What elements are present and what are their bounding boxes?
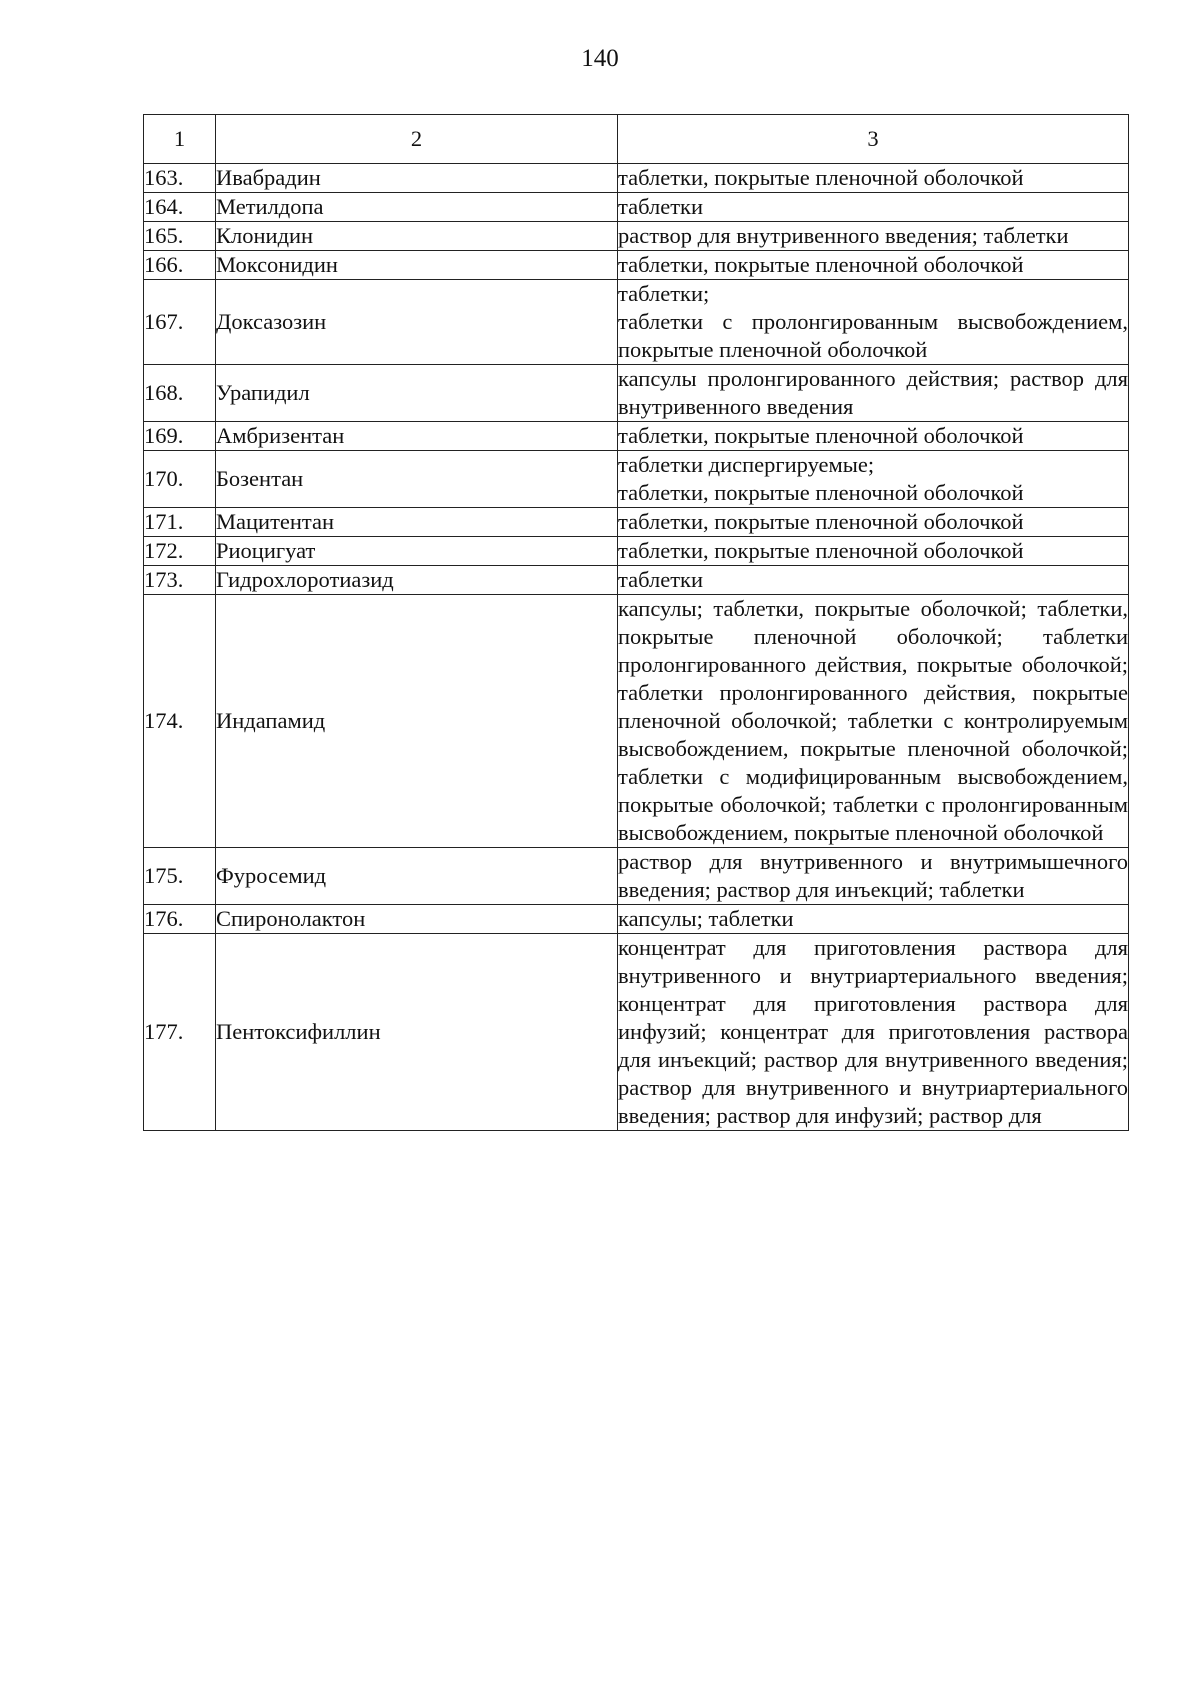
table-row — [144, 164, 1129, 193]
row-number: 174. — [144, 595, 216, 848]
row-number: 163. — [144, 164, 216, 193]
table-row — [144, 508, 1129, 537]
drug-name: Доксазозин — [216, 280, 618, 365]
dosage-form: таблетки, покрытые пленочной оболочкой — [618, 164, 1129, 193]
table-row — [144, 193, 1129, 222]
dosage-form: таблетки, покрытые пленочной оболочкой — [618, 537, 1129, 566]
dosage-form: таблетки, покрытые пленочной оболочкой — [618, 422, 1129, 451]
row-number: 166. — [144, 251, 216, 280]
table-row — [144, 451, 1129, 508]
row-number: 168. — [144, 365, 216, 422]
row-number: 177. — [144, 934, 216, 1131]
drug-name: Индапамид — [216, 595, 618, 848]
table-row — [144, 566, 1129, 595]
table-row — [144, 905, 1129, 934]
dosage-form: капсулы; таблетки — [618, 905, 1129, 934]
drug-name: Риоцигуат — [216, 537, 618, 566]
table-header-row — [144, 115, 1129, 164]
dosage-form: концентрат для приготовления раствора для внутривенного и внутриартериального введения; концентрат для приготовления раствора для инфузий; концентрат для приготовления раствора для инъекций; раствор для внутривенного введения; раствор для внутривенного и внутриартериального введения; раствор для инфузий; раствор для — [618, 934, 1129, 1131]
column-header-form: 3 — [618, 115, 1129, 164]
row-number: 175. — [144, 848, 216, 905]
row-number: 176. — [144, 905, 216, 934]
table-row — [144, 280, 1129, 365]
dosage-form: таблетки диспергируемые; таблетки, покрытые пленочной оболочкой — [618, 451, 1129, 508]
table-row — [144, 251, 1129, 280]
table-row — [144, 365, 1129, 422]
row-number: 172. — [144, 537, 216, 566]
drug-table — [143, 114, 1129, 1131]
row-number: 164. — [144, 193, 216, 222]
row-number: 165. — [144, 222, 216, 251]
table-row — [144, 537, 1129, 566]
table-row — [144, 222, 1129, 251]
drug-name: Фуросемид — [216, 848, 618, 905]
row-number: 170. — [144, 451, 216, 508]
dosage-form: капсулы; таблетки, покрытые оболочкой; таблетки, покрытые пленочной оболочкой; таблетки пролонгированного действия, покрытые оболочкой; таблетки пролонгированного действия, покрытые пленочной оболочкой; таблетки с контролируемым высвобождением, покрытые пленочной оболочкой; таблетки с модифицированным высвобождением, покрытые оболочкой; таблетки с пролонгированным высвобождением, покрытые пленочной оболочкой — [618, 595, 1129, 848]
dosage-form: таблетки; таблетки с пролонгированным высвобождением, покрытые пленочной оболочкой — [618, 280, 1129, 365]
row-number: 171. — [144, 508, 216, 537]
drug-name: Мацитентан — [216, 508, 618, 537]
table-row — [144, 595, 1129, 848]
drug-name: Ивабрадин — [216, 164, 618, 193]
row-number: 173. — [144, 566, 216, 595]
dosage-form: капсулы пролонгированного действия; раствор для внутривенного введения — [618, 365, 1129, 422]
dosage-form: раствор для внутривенного введения; таблетки — [618, 222, 1129, 251]
row-number: 167. — [144, 280, 216, 365]
page-number: 140 — [581, 45, 619, 72]
drug-name: Клонидин — [216, 222, 618, 251]
column-header-name: 2 — [216, 115, 618, 164]
drug-name: Гидрохлоротиазид — [216, 566, 618, 595]
row-number: 169. — [144, 422, 216, 451]
drug-name: Моксонидин — [216, 251, 618, 280]
dosage-form: раствор для внутривенного и внутримышечного введения; раствор для инъекций; таблетки — [618, 848, 1129, 905]
dosage-form: таблетки — [618, 566, 1129, 595]
drug-name: Спиронолактон — [216, 905, 618, 934]
dosage-form: таблетки, покрытые пленочной оболочкой — [618, 251, 1129, 280]
drug-name: Пентоксифиллин — [216, 934, 618, 1131]
table-row — [144, 848, 1129, 905]
column-header-number: 1 — [144, 115, 216, 164]
dosage-form: таблетки, покрытые пленочной оболочкой — [618, 508, 1129, 537]
drug-name: Амбризентан — [216, 422, 618, 451]
dosage-form: таблетки — [618, 193, 1129, 222]
drug-name: Урапидил — [216, 365, 618, 422]
table-row — [144, 934, 1129, 1131]
table-row — [144, 422, 1129, 451]
drug-name: Метилдопа — [216, 193, 618, 222]
drug-name: Бозентан — [216, 451, 618, 508]
